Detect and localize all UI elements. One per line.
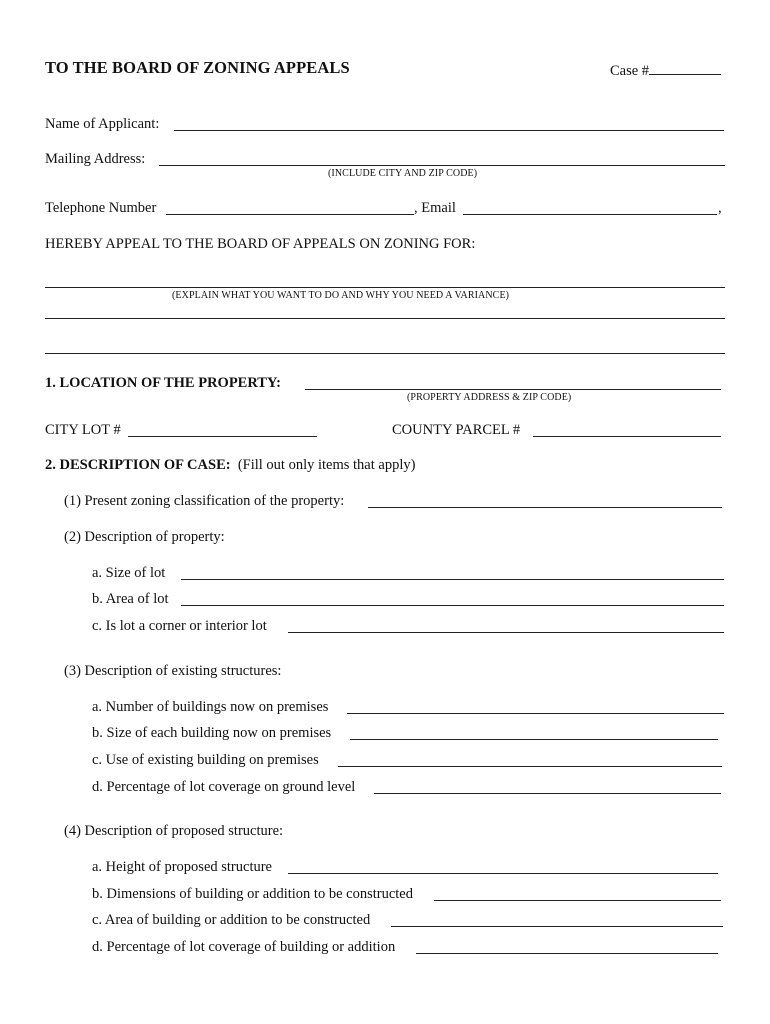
ground-coverage-label: d. Percentage of lot coverage on ground level bbox=[92, 779, 356, 795]
mailing-address-label: Mailing Address: bbox=[45, 151, 146, 167]
lot-area-field[interactable] bbox=[181, 605, 724, 606]
city-lot-field[interactable] bbox=[128, 436, 317, 437]
email-field[interactable] bbox=[463, 214, 717, 215]
building-count-field[interactable] bbox=[347, 713, 724, 714]
addition-coverage-label: d. Percentage of lot coverage of building or addition bbox=[92, 939, 396, 955]
city-lot-label: CITY LOT # bbox=[45, 422, 121, 438]
ground-coverage-field[interactable] bbox=[374, 793, 721, 794]
email-label: , Email bbox=[414, 200, 456, 216]
county-parcel-label: COUNTY PARCEL # bbox=[392, 422, 521, 438]
appeal-hint: (EXPLAIN WHAT YOU WANT TO DO AND WHY YOU NEED A VARIANCE) bbox=[172, 290, 510, 301]
lot-size-label: a. Size of lot bbox=[92, 565, 166, 581]
existing-structures-label: (3) Description of existing structures: bbox=[64, 663, 282, 679]
description-heading-text: 2. DESCRIPTION OF CASE: bbox=[45, 457, 231, 473]
building-use-field[interactable] bbox=[338, 766, 722, 767]
property-address-hint: (PROPERTY ADDRESS & ZIP CODE) bbox=[407, 392, 572, 403]
lot-type-field[interactable] bbox=[288, 632, 724, 633]
building-dimensions-label: b. Dimensions of building or addition to be constructed bbox=[92, 886, 413, 902]
appeal-line-3[interactable] bbox=[45, 353, 725, 354]
building-size-label: b. Size of each building now on premises bbox=[92, 725, 332, 741]
proposed-structure-label: (4) Description of proposed structure: bbox=[64, 823, 284, 839]
zoning-classification-field[interactable] bbox=[368, 507, 722, 508]
description-heading bbox=[45, 456, 415, 474]
property-address-field[interactable] bbox=[305, 389, 721, 390]
county-parcel-field[interactable] bbox=[533, 436, 721, 437]
description-heading-note: (Fill out only items that apply) bbox=[237, 457, 416, 473]
proposed-height-field[interactable] bbox=[288, 873, 718, 874]
case-label-text: Case # bbox=[610, 63, 650, 79]
applicant-name-label: Name of Applicant: bbox=[45, 116, 160, 132]
appeal-line-2[interactable] bbox=[45, 318, 725, 319]
building-size-field[interactable] bbox=[350, 739, 718, 740]
mailing-address-hint: (INCLUDE CITY AND ZIP CODE) bbox=[328, 168, 478, 179]
proposed-height-label: a. Height of proposed structure bbox=[92, 859, 272, 875]
building-use-label: c. Use of existing building on premises bbox=[92, 752, 319, 768]
lot-size-field[interactable] bbox=[181, 579, 724, 580]
mailing-address-field[interactable] bbox=[159, 165, 725, 166]
telephone-label: Telephone Number bbox=[45, 200, 157, 216]
email-trailing-comma: , bbox=[718, 200, 722, 216]
building-area-label: c. Area of building or addition to be constructed bbox=[92, 912, 371, 928]
location-heading: 1. LOCATION OF THE PROPERTY: bbox=[45, 375, 281, 391]
case-number-label bbox=[610, 60, 721, 80]
lot-type-label: c. Is lot a corner or interior lot bbox=[92, 618, 267, 634]
appeal-statement: HEREBY APPEAL TO THE BOARD OF APPEALS ON ZONING FOR: bbox=[45, 236, 476, 252]
telephone-field[interactable] bbox=[166, 214, 414, 215]
case-number-field[interactable] bbox=[649, 60, 721, 75]
page-title: TO THE BOARD OF ZONING APPEALS bbox=[45, 58, 350, 77]
applicant-name-field[interactable] bbox=[174, 130, 724, 131]
appeal-line-1[interactable] bbox=[45, 287, 725, 288]
property-description-label: (2) Description of property: bbox=[64, 529, 225, 545]
building-count-label: a. Number of buildings now on premises bbox=[92, 699, 329, 715]
lot-area-label: b. Area of lot bbox=[92, 591, 169, 607]
building-dimensions-field[interactable] bbox=[434, 900, 721, 901]
building-area-field[interactable] bbox=[391, 926, 723, 927]
addition-coverage-field[interactable] bbox=[416, 953, 718, 954]
zoning-classification-label: (1) Present zoning classification of the property: bbox=[64, 493, 345, 509]
